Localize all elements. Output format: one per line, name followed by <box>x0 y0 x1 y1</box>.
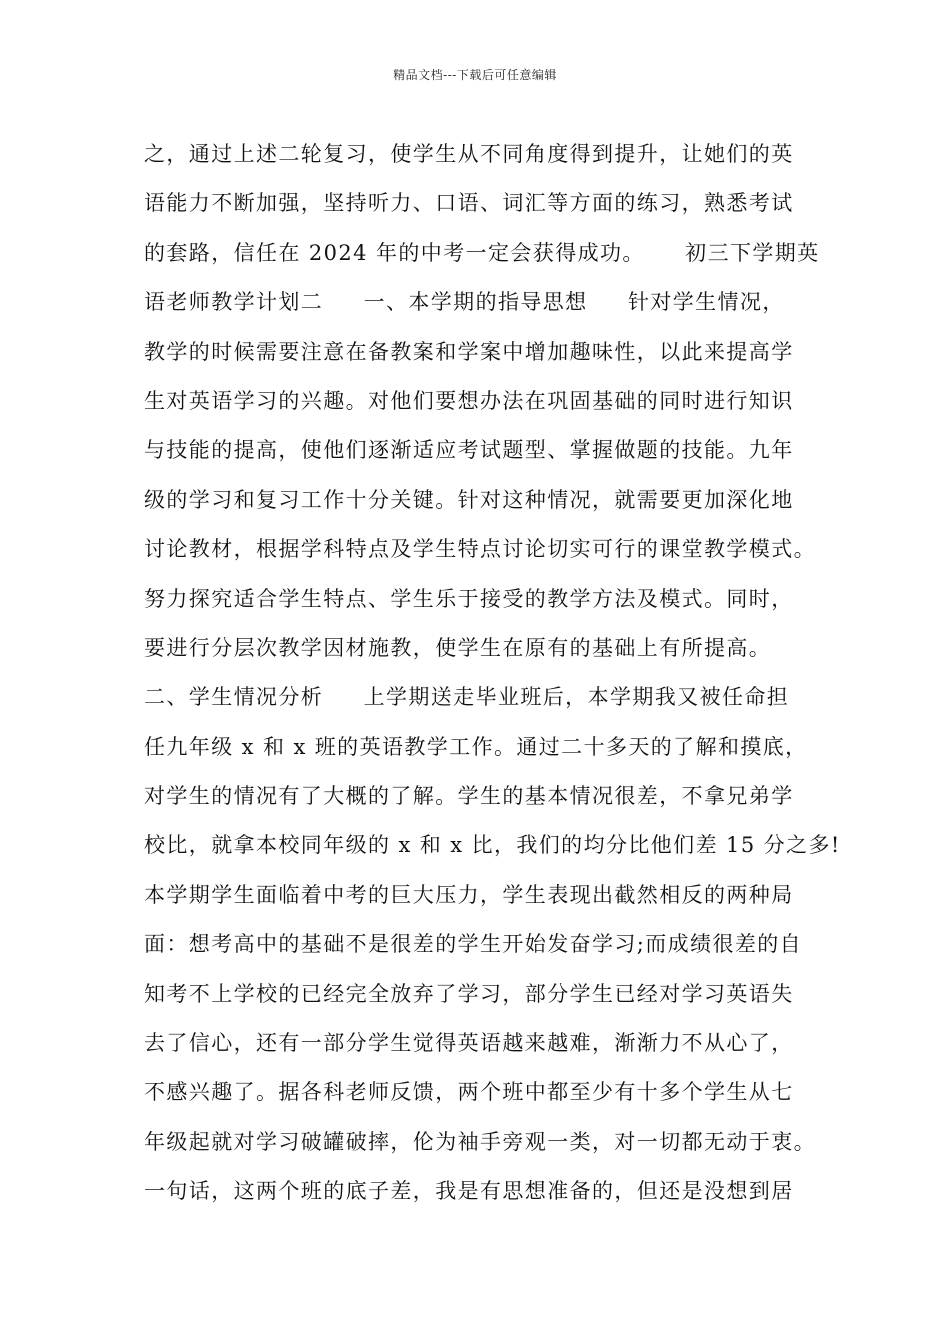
text-line: 年级起就对学习破罐破摔，伦为袖手旁观一类，对一切都无动于衷。 <box>144 1129 816 1154</box>
text-line: 面：想考高中的基础不是很差的学生开始发奋学习;而成绩很差的自 <box>144 932 803 957</box>
text-line: 去了信心，还有一部分学生觉得英语越来越难，渐渐力不从心了， <box>144 1031 794 1056</box>
text-line: 语老师教学计划二 一、本学期的指导思想 针对学生情况， <box>144 290 785 315</box>
text-line: 的套路，信任在 2024 年的中考一定会获得成功。 初三下学期英 <box>144 240 820 265</box>
text-line: 努力探究适合学生特点、学生乐于接受的教学方法及模式。同时， <box>144 586 794 611</box>
text-line: 对学生的情况有了大概的了解。学生的基本情况很差，不拿兄弟学 <box>144 784 794 809</box>
body-text <box>144 130 841 1217</box>
page-header: 精品文档---下载后可任意编辑 <box>393 68 557 82</box>
text-line: 二、学生情况分析 上学期送走毕业班后，本学期我又被任命担 <box>144 685 790 710</box>
text-line: 级的学习和复习工作十分关键。针对这种情况，就需要更加深化地 <box>144 487 794 512</box>
text-line: 不感兴趣了。据各科老师反馈，两个班中都至少有十多个学生从七 <box>144 1080 794 1105</box>
text-line: 与技能的提高，使他们逐渐适应考试题型、掌握做题的技能。九年 <box>144 438 794 463</box>
text-line: 知考不上学校的已经完全放弃了学习，部分学生已经对学习英语失 <box>144 981 794 1006</box>
text-line: 要进行分层次教学因材施教，使学生在原有的基础上有所提高。 <box>144 635 772 660</box>
text-line: 本学期学生面临着中考的巨大压力，学生表现出截然相反的两种局 <box>144 882 794 907</box>
text-line: 之，通过上述二轮复习，使学生从不同角度得到提升，让她们的英 <box>144 142 794 166</box>
text-line: 生对英语学习的兴趣。对他们要想办法在巩固基础的同时进行知识 <box>144 388 794 413</box>
text-line: 语能力不断加强，坚持听力、口语、词汇等方面的练习，熟悉考试 <box>144 191 794 216</box>
text-line: 校比，就拿本校同年级的 x 和 x 比，我们的均分比他们差 15 分之多! <box>144 833 841 858</box>
text-line: 任九年级 x 和 x 班的英语教学工作。通过二十多天的了解和摸底， <box>144 734 808 759</box>
text-line: 讨论教材，根据学科特点及学生特点讨论切实可行的课堂教学模式。 <box>144 537 816 562</box>
text-line: 一句话，这两个班的底子差，我是有思想准备的，但还是没想到居 <box>144 1179 794 1204</box>
text-line: 教学的时候需要注意在备教案和学案中增加趣味性，以此来提高学 <box>144 339 794 364</box>
